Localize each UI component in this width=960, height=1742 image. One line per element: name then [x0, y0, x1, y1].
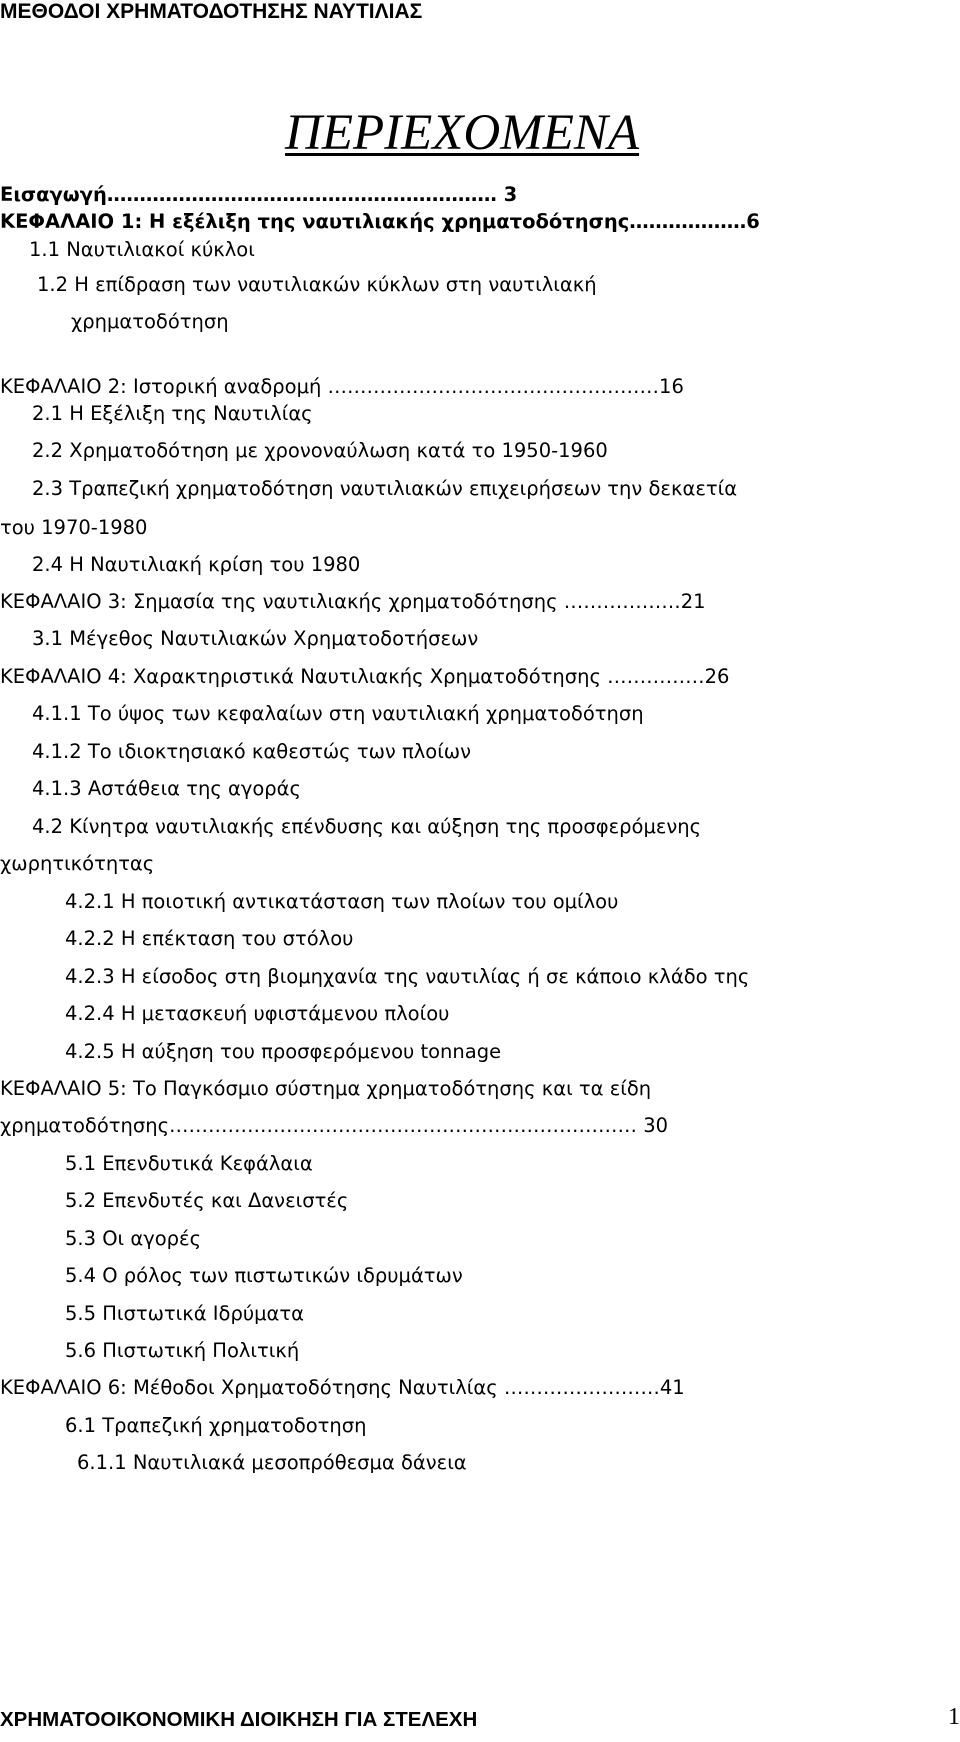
toc-entry: 5.6 Πιστωτική Πολιτική [65, 1339, 300, 1362]
toc-entry: 5.1 Επενδυτικά Κεφάλαια [65, 1152, 313, 1175]
page-number: 1 [948, 1704, 960, 1730]
toc-entry: ΚΕΦΑΛΑΙΟ 6: Μέθοδοι Χρηματοδότησης Ναυτιλίας ……………………41 [0, 1376, 685, 1399]
toc-entry: 4.2 Κίνητρα ναυτιλιακής επένδυσης και αύξηση της προσφερόμενης [32, 815, 702, 838]
toc-entry: 3.1 Μέγεθος Ναυτιλιακών Χρηματοδοτήσεων [32, 627, 479, 650]
running-footer: ΧΡΗΜΑΤΟΟΙΚΟΝΟΜΙΚΗ ΔΙΟΙΚΗΣΗ ΓΙΑ ΣΤΕΛΕΧΗ [0, 1708, 478, 1731]
toc-entry: 5.2 Επενδυτές και Δανειστές [65, 1189, 349, 1212]
toc-entry: 4.2.4 Η μετασκευή υφιστάμενου πλοίου [65, 1002, 450, 1025]
toc-entry: 4.2.5 Η αύξηση του προσφερόμενου tonnage [65, 1040, 502, 1063]
toc-entry: ΚΕΦΑΛΑΙΟ 2: Ιστορική αναδρομή ……………………………………………16 [0, 375, 684, 398]
toc-entry: 4.2.1 Η ποιοτική αντικατάσταση των πλοίων του ομίλου [65, 890, 619, 913]
toc-entry: 1.1 Ναυτιλιακοί κύκλοι [29, 238, 255, 261]
toc-entry: ΚΕΦΑΛΑΙΟ 1: Η εξέλιξη της ναυτιλιακής χρηματοδότησης………………6 [0, 210, 760, 233]
toc-entry: 4.1.3 Αστάθεια της αγοράς [32, 777, 301, 800]
running-header: ΜΕΘΟΔΟΙ ΧΡΗΜΑΤΟΔΟΤΗΣΗΣ ΝΑΥΤΙΛΙΑΣ [0, 0, 423, 23]
toc-entry: 6.1 Τραπεζική χρηματοδοτηση [65, 1414, 367, 1437]
toc-entry: 2.4 Η Ναυτιλιακή κρίση του 1980 [32, 553, 361, 576]
toc-entry: 6.1.1 Ναυτιλιακά μεσοπρόθεσμα δάνεια [77, 1451, 467, 1474]
toc-entry: 2.3 Τραπεζική χρηματοδότηση ναυτιλιακών επιχειρήσεων την δεκαετία [32, 477, 738, 500]
toc-entry: 2.1 Η Εξέλιξη της Ναυτιλίας [32, 402, 313, 425]
toc-entry: Εισαγωγή…………………………………………………… 3 [0, 183, 518, 206]
toc-entry: του 1970-1980 [0, 516, 148, 539]
toc-entry: 5.3 Οι αγορές [65, 1227, 202, 1250]
toc-entry: ΚΕΦΑΛΑΙΟ 3: Σημασία της ναυτιλιακής χρηματοδότησης ………………21 [0, 590, 706, 613]
toc-entry: 2.2 Χρηματοδότηση με χρονοναύλωση κατά το 1950-1960 [32, 439, 608, 462]
toc-entry: ΚΕΦΑΛΑΙΟ 4: Χαρακτηριστικά Ναυτιλιακής Χρηματοδότησης ……………26 [0, 665, 730, 688]
toc-entry: 1.2 Η επίδραση των ναυτιλιακών κύκλων στη ναυτιλιακή [37, 273, 597, 296]
toc-entry: 4.2.3 Η είσοδος στη βιομηχανία της ναυτιλίας ή σε κάποιο κλάδο της [65, 965, 750, 988]
toc-entry: 4.1.2 Το ιδιοκτησιακό καθεστώς των πλοίων [32, 740, 472, 763]
toc-entry: χωρητικότητας [0, 852, 155, 875]
toc-entry: χρηματοδότηση [71, 310, 229, 333]
page-title: ΠΕΡΙΕΧΟΜΕΝΑ [285, 105, 640, 161]
toc-entry: 5.4 Ο ρόλος των πιστωτικών ιδρυμάτων [65, 1264, 463, 1287]
toc-entry: 5.5 Πιστωτικά Ιδρύματα [65, 1302, 304, 1325]
toc-entry: 4.2.2 Η επέκταση του στόλου [65, 927, 354, 950]
toc-entry: 4.1.1 Το ύψος των κεφαλαίων στη ναυτιλιακή χρηματοδότηση [32, 702, 644, 725]
toc-entry: ΚΕΦΑΛΑΙΟ 5: Το Παγκόσμιο σύστημα χρηματοδότησης και τα είδη [0, 1077, 652, 1100]
toc-entry: χρηματοδότησης……………………………………………………………… 30 [0, 1114, 669, 1137]
